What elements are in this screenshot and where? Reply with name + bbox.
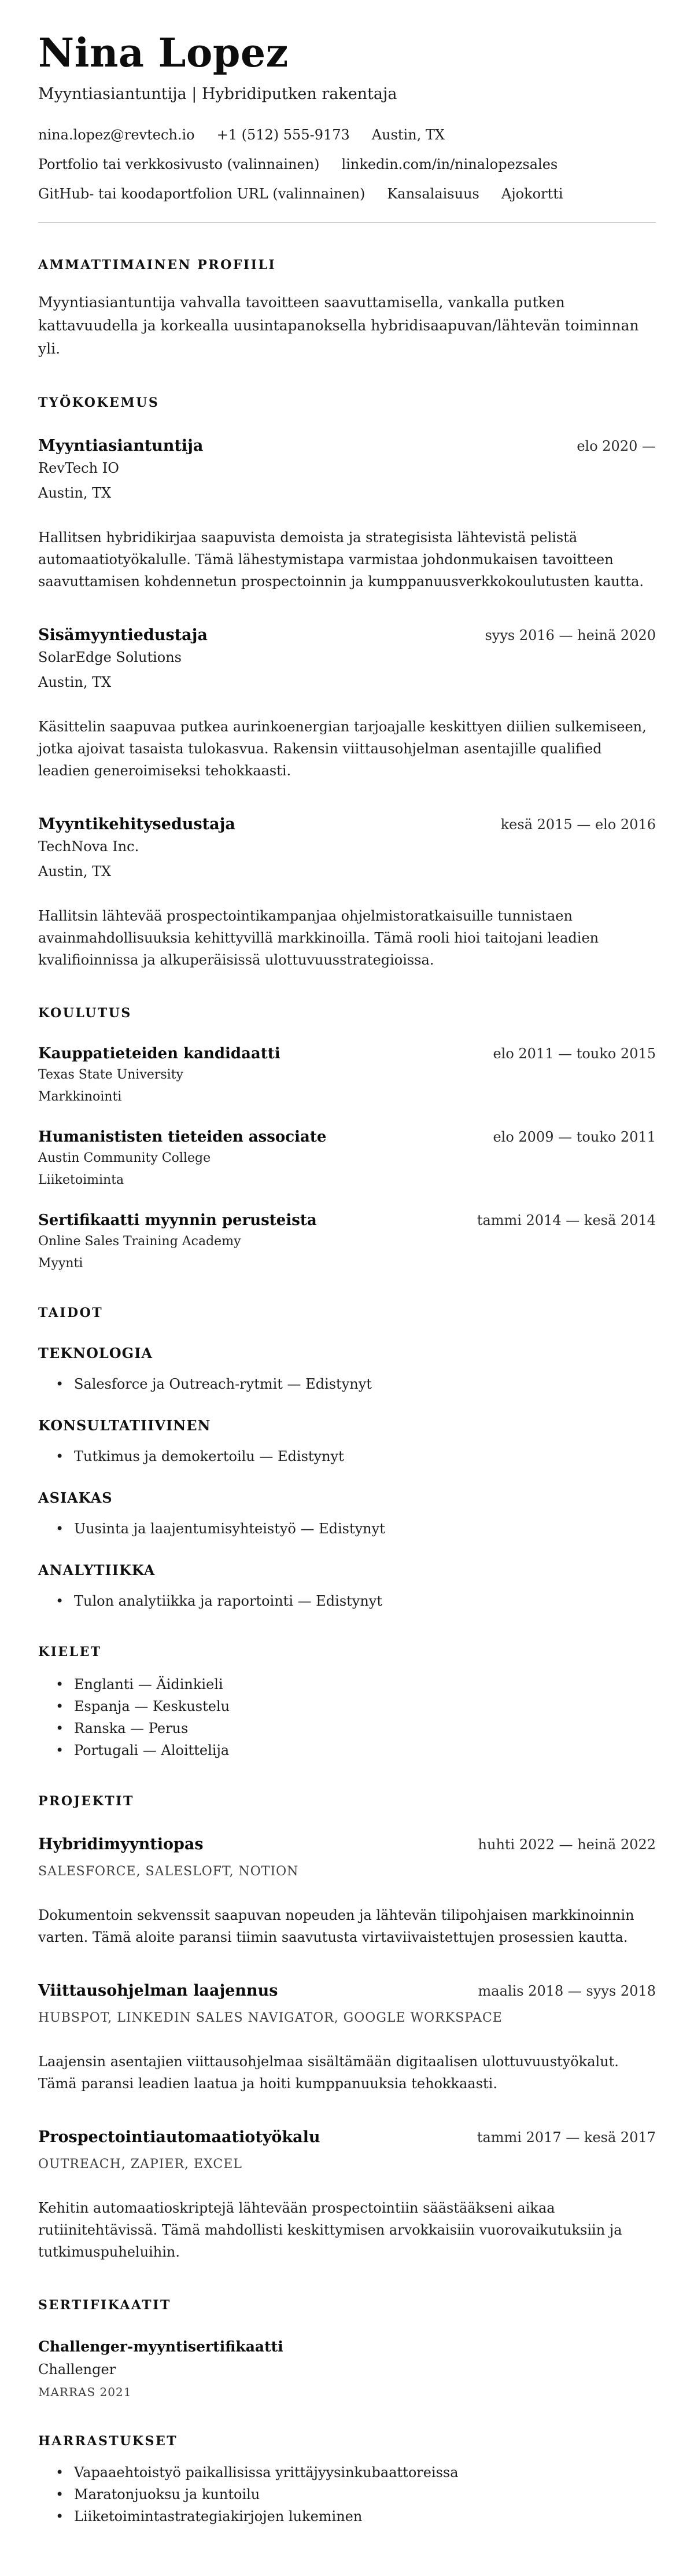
education-dates: elo 2009 — touko 2011 bbox=[493, 1129, 656, 1146]
job-entry bbox=[38, 626, 656, 782]
section-skills bbox=[38, 1305, 656, 1610]
project-description: Dokumentoin sekvenssit saapuvan nopeuden ja lähtevän tilipohjaisen markkinoinnin varten. Tämä aloite paransi tiimin saavutusta virtaviivaistettujen prosessien kautta. bbox=[38, 1907, 634, 1946]
section-heading-profile: AMMATTIMAINEN PROFIILI bbox=[38, 257, 276, 273]
project-tools: SALESFORCE, SALESLOFT, NOTION bbox=[38, 1864, 299, 1879]
skill-category bbox=[38, 1345, 656, 1393]
hobby-list bbox=[38, 2464, 656, 2525]
education-entry bbox=[38, 1128, 656, 1187]
education-field: Myynti bbox=[38, 1256, 83, 1271]
contact-row-3 bbox=[38, 185, 656, 203]
project-entry bbox=[38, 1835, 656, 1948]
job-title: Myyntikehitysedustaja bbox=[38, 815, 235, 834]
job-title-row bbox=[38, 626, 656, 644]
skill-category-name: KONSULTATIIVINEN bbox=[38, 1417, 211, 1434]
education-title-row bbox=[38, 1128, 656, 1146]
skill-category-name: TEKNOLOGIA bbox=[38, 1345, 153, 1362]
section-heading-languages: KIELET bbox=[38, 1644, 102, 1660]
job-location: Austin, TX bbox=[38, 485, 112, 502]
section-projects bbox=[38, 1794, 656, 2263]
job-location: Austin, TX bbox=[38, 674, 112, 691]
project-title-row bbox=[38, 1835, 656, 1853]
job-entry bbox=[38, 815, 656, 971]
profile-summary: Myyntiasiantuntija vahvalla tavoitteen saavuttamisella, vankalla putken kattavuudella ja korkealla uusintapanoksella hybridisaapuvan/lähtevän toiminnan yli. bbox=[38, 294, 639, 358]
certification-date: MARRAS 2021 bbox=[38, 2385, 132, 2400]
contact-email: nina.lopez@revtech.io bbox=[38, 127, 195, 143]
contact-row-2 bbox=[38, 156, 656, 173]
education-school: Austin Community College bbox=[38, 1151, 211, 1166]
project-tools: HUBSPOT, LINKEDIN SALES NAVIGATOR, GOOGLE WORKSPACE bbox=[38, 2011, 503, 2026]
hobby-item: • Maratonjuoksu ja kuntoilu bbox=[38, 2486, 656, 2503]
job-company: TechNova Inc. bbox=[38, 838, 139, 855]
project-title-row bbox=[38, 2128, 656, 2146]
job-location: Austin, TX bbox=[38, 863, 112, 880]
project-dates: maalis 2018 — syys 2018 bbox=[478, 1983, 656, 2000]
project-description: Kehitin automaatioskriptejä lähtevään prospectointiin säästääkseni aikaa rutiinitehtävissä. Tämä mahdollisti keskittymisen arvokkaisiin vuorovaikutuksiin ja tutkimuspuheluihin. bbox=[38, 2200, 622, 2261]
job-company: SolarEdge Solutions bbox=[38, 649, 182, 666]
hobby-item: • Vapaaehtoistyö paikallisissa yrittäjyysinkubaattoreissa bbox=[38, 2464, 656, 2481]
job-dates: elo 2020 — bbox=[577, 438, 656, 455]
skill-list bbox=[38, 1448, 656, 1465]
skill-category-name: ASIAKAS bbox=[38, 1489, 113, 1507]
resume-header bbox=[38, 32, 656, 203]
project-entry bbox=[38, 1982, 656, 2095]
project-title: Prospectointiautomaatiotyökalu bbox=[38, 2128, 320, 2147]
language-list bbox=[38, 1676, 656, 1759]
contact-block bbox=[38, 126, 656, 203]
project-description: Laajensin asentajien viittausohjelmaa sisältämään digitaalisen ulottuvuustyökalut. Tämä paransi leadien laatua ja hoiti kumppanuuksia tehokkaasti. bbox=[38, 2054, 619, 2092]
education-dates: elo 2011 — touko 2015 bbox=[493, 1046, 656, 1062]
section-heading-hobbies: HARRASTUKSET bbox=[38, 2434, 178, 2449]
job-dates: kesä 2015 — elo 2016 bbox=[500, 816, 656, 833]
contact-location: Austin, TX bbox=[371, 127, 445, 143]
language-item: • Portugali — Aloittelija bbox=[38, 1742, 656, 1759]
person-headline: Myyntiasiantuntija | Hybridiputken rakentaja bbox=[38, 85, 397, 104]
skill-list bbox=[38, 1592, 656, 1610]
job-entry bbox=[38, 437, 656, 593]
job-title-row bbox=[38, 437, 656, 455]
education-degree: Kauppatieteiden kandidaatti bbox=[38, 1045, 280, 1063]
education-title-row bbox=[38, 1045, 656, 1062]
skill-category-name: ANALYTIIKKA bbox=[38, 1562, 156, 1579]
skill-item: • Tutkimus ja demokertoilu — Edistynyt bbox=[38, 1448, 656, 1465]
certification-entry bbox=[38, 2338, 656, 2399]
skill-item: • Uusinta ja laajentumisyhteistyö — Edistynyt bbox=[38, 1520, 656, 1537]
skill-category bbox=[38, 1562, 656, 1610]
skill-category bbox=[38, 1417, 656, 1465]
education-school: Online Sales Training Academy bbox=[38, 1234, 241, 1249]
project-title: Viittausohjelman laajennus bbox=[38, 1982, 278, 2000]
education-degree: Sertifikaatti myynnin perusteista bbox=[38, 1212, 317, 1230]
education-school: Texas State University bbox=[38, 1068, 183, 1083]
project-entry bbox=[38, 2128, 656, 2263]
project-title-row bbox=[38, 1982, 656, 2000]
job-title: Sisämyyntiedustaja bbox=[38, 626, 208, 645]
education-entry bbox=[38, 1045, 656, 1104]
education-field: Liiketoiminta bbox=[38, 1173, 124, 1188]
contact-linkedin: linkedin.com/in/ninalopezsales bbox=[341, 156, 558, 173]
header-divider bbox=[38, 222, 656, 223]
job-title: Myyntiasiantuntija bbox=[38, 437, 204, 455]
education-entry bbox=[38, 1212, 656, 1271]
section-hobbies bbox=[38, 2434, 656, 2525]
person-name: Nina Lopez bbox=[38, 30, 289, 76]
skill-category bbox=[38, 1489, 656, 1537]
hobby-item: • Liiketoimintastrategiakirjojen lukeminen bbox=[38, 2508, 656, 2525]
project-title: Hybridimyyntiopas bbox=[38, 1835, 204, 1854]
job-company: RevTech IO bbox=[38, 460, 119, 477]
contact-portfolio: Portfolio tai verkkosivusto (valinnainen) bbox=[38, 156, 320, 173]
skill-list bbox=[38, 1520, 656, 1537]
section-heading-education: KOULUTUS bbox=[38, 1006, 132, 1021]
section-experience bbox=[38, 395, 656, 971]
job-description: Hallitsin lähtevää prospectointikampanjaa ohjelmistoratkaisuille tunnistaen avainmahdollisuuksia kehittyvillä markkinoilla. Tämä rooli hioi taitojani leadien kvalifioinnissa ja alkuperäisissä ulottuvuusstrategioissa. bbox=[38, 908, 599, 969]
language-item: • Englanti — Äidinkieli bbox=[38, 1676, 656, 1693]
skill-item: • Tulon analytiikka ja raportointi — Edistynyt bbox=[38, 1592, 656, 1610]
education-degree: Humanististen tieteiden associate bbox=[38, 1128, 327, 1146]
certification-title: Challenger-myyntisertifikaatti bbox=[38, 2338, 283, 2356]
education-title-row bbox=[38, 1212, 656, 1229]
section-heading-projects: PROJEKTIT bbox=[38, 1794, 134, 1809]
job-dates: syys 2016 — heinä 2020 bbox=[485, 627, 656, 644]
project-tools: OUTREACH, ZAPIER, EXCEL bbox=[38, 2157, 242, 2172]
section-heading-experience: TYÖKOKEMUS bbox=[38, 395, 160, 411]
certification-issuer: Challenger bbox=[38, 2361, 116, 2378]
section-certifications bbox=[38, 2298, 656, 2399]
section-heading-certifications: SERTIFIKAATIT bbox=[38, 2298, 171, 2313]
education-field: Markkinointi bbox=[38, 1090, 122, 1105]
skill-item: • Salesforce ja Outreach-rytmit — Edistynyt bbox=[38, 1375, 656, 1393]
job-description: Käsittelin saapuvaa putkea aurinkoenergian tarjoajalle keskittyen diilien sulkemiseen, jotka ajoivat tasaista tulokasvua. Rakensin viittausohjelman asentajille qualified leadien generoimiseksi tehokkaasti. bbox=[38, 719, 647, 779]
contact-phone: +1 (512) 555-9173 bbox=[216, 127, 350, 143]
project-dates: huhti 2022 — heinä 2022 bbox=[478, 1837, 656, 1853]
skill-list bbox=[38, 1375, 656, 1393]
section-heading-skills: TAIDOT bbox=[38, 1305, 104, 1321]
language-item: • Espanja — Keskustelu bbox=[38, 1698, 656, 1715]
education-dates: tammi 2014 — kesä 2014 bbox=[477, 1212, 656, 1229]
contact-citizenship: Kansalaisuus bbox=[387, 186, 479, 203]
contact-drivers-license: Ajokortti bbox=[501, 186, 563, 203]
contact-github: GitHub- tai koodaportfolion URL (valinnainen) bbox=[38, 186, 366, 203]
job-title-row bbox=[38, 815, 656, 833]
contact-row-1 bbox=[38, 126, 656, 143]
project-dates: tammi 2017 — kesä 2017 bbox=[477, 2129, 656, 2146]
job-description: Hallitsen hybridikirjaa saapuvista demoista ja strategisista lähtevistä pelistä automaatiotyökalulle. Tämä lähestymistapa varmistaa johdonmukaisen tavoitteen saavuttamisen kohdennetun prospectoinnin ja kumppanuusverkkokoulutusten kautta. bbox=[38, 529, 644, 590]
section-education bbox=[38, 1006, 656, 1271]
section-languages bbox=[38, 1644, 656, 1759]
section-profile bbox=[38, 257, 656, 360]
language-item: • Ranska — Perus bbox=[38, 1720, 656, 1737]
